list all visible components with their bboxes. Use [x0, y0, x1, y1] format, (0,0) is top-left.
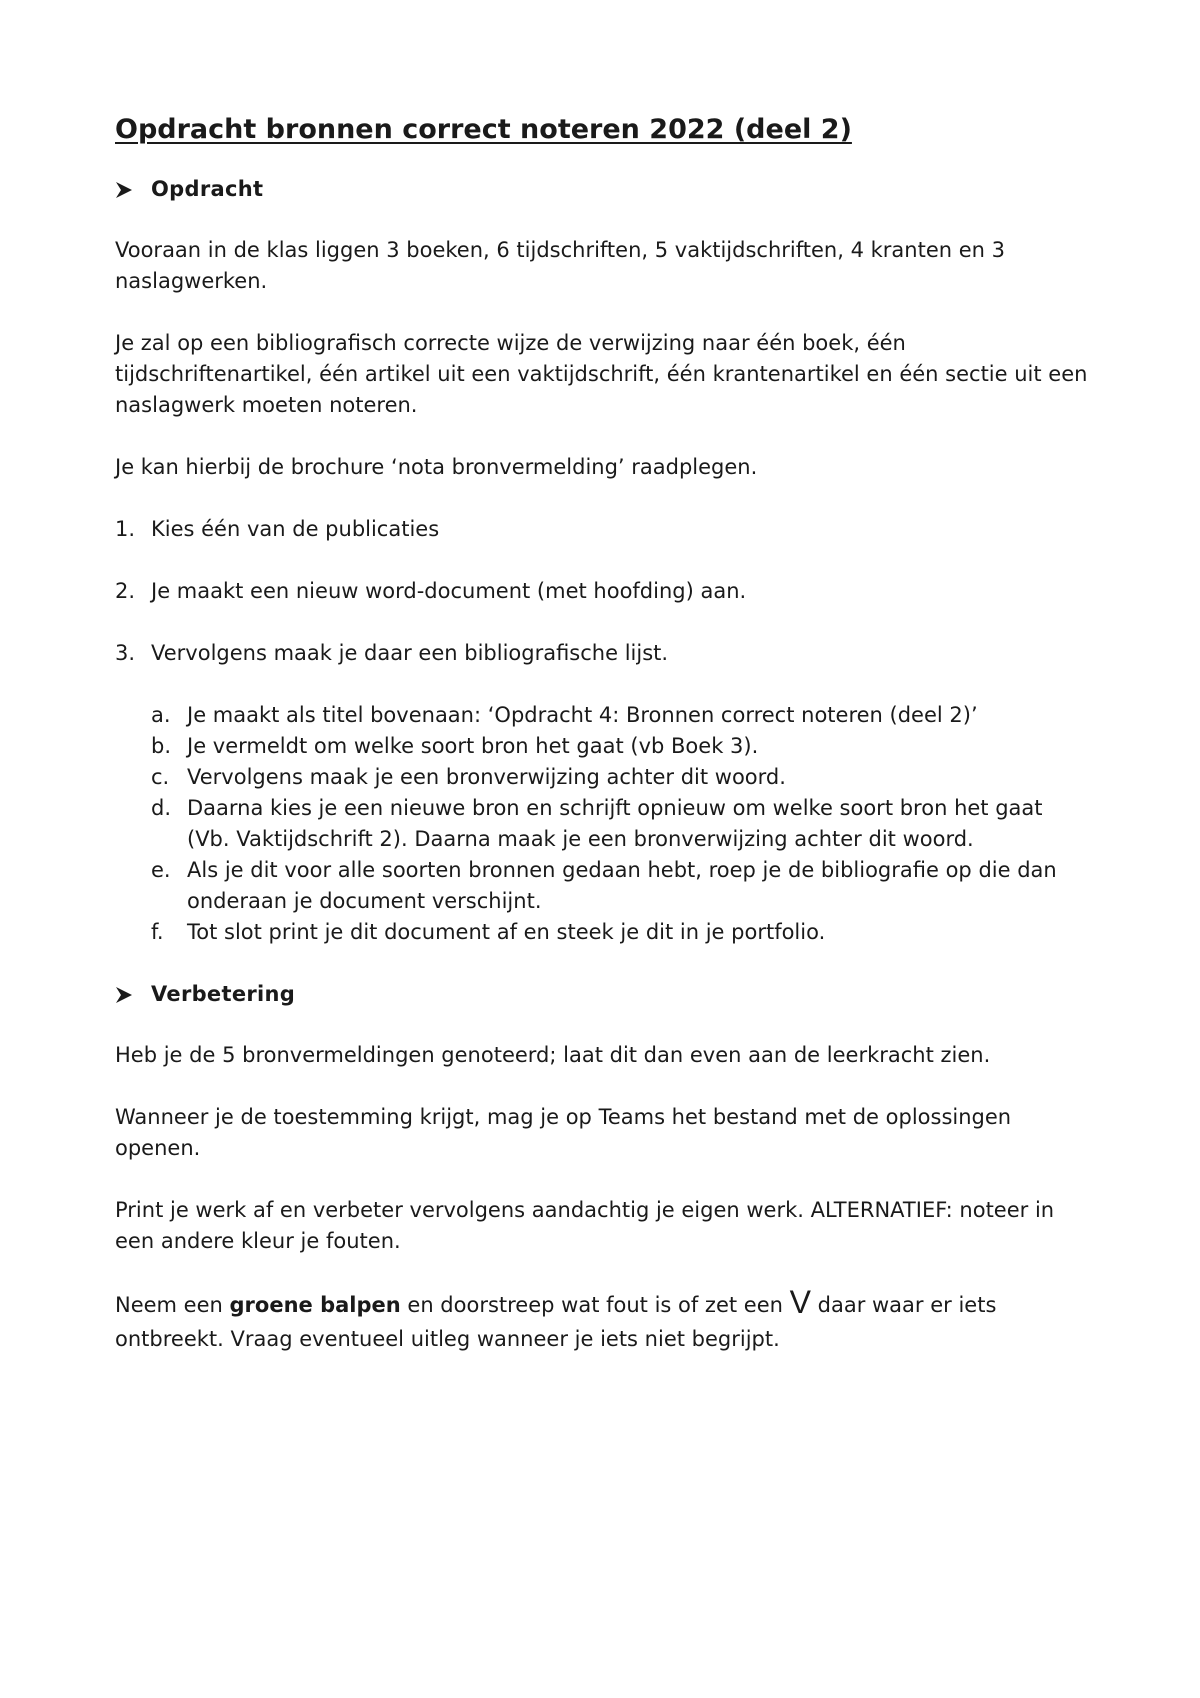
- sub-step-letter: b.: [151, 734, 172, 758]
- sub-step-text: Je maakt als titel bovenaan: ‘Opdracht 4: Bronnen correct noteren (deel 2)’: [187, 703, 978, 727]
- step-number: 1.: [115, 517, 136, 541]
- sub-step-list: [151, 700, 1090, 948]
- step-text: Kies één van de publicaties: [151, 517, 440, 541]
- step-text: Je maakt een nieuw word-document (met hoofding) aan.: [151, 579, 747, 603]
- sub-step-f: [151, 917, 1090, 948]
- check-v-mark: V: [789, 1284, 811, 1320]
- numbered-step-2: [115, 576, 1090, 607]
- green-pen-text-2: en doorstreep wat fout is of zet een: [400, 1293, 790, 1317]
- step-number: 2.: [115, 579, 136, 603]
- paragraph-intro: Vooraan in de klas liggen 3 boeken, 6 tijdschriften, 5 vaktijdschriften, 4 kranten en 3 naslagwerken.: [115, 238, 1005, 293]
- sub-step-b: [151, 731, 1090, 762]
- arrowhead-bullet-icon: [115, 181, 151, 199]
- section-heading-verbetering: [115, 979, 1090, 1010]
- green-pen-bold: groene balpen: [229, 1293, 401, 1317]
- step-number: 3.: [115, 641, 136, 665]
- sub-step-text: Als je dit voor alle soorten bronnen gedaan hebt, roep je de bibliografie op die dan onderaan je document verschijnt.: [187, 858, 1057, 913]
- section-heading-label: Opdracht: [151, 177, 264, 201]
- paragraph-teams: Wanneer je de toestemming krijgt, mag je op Teams het bestand met de oplossingen openen.: [115, 1105, 1012, 1160]
- step-text: Vervolgens maak je daar een bibliografische lijst.: [151, 641, 669, 665]
- document-page: [115, 112, 1090, 1387]
- sub-step-d: [151, 793, 1090, 855]
- sub-step-text: Vervolgens maak je een bronverwijzing achter dit woord.: [187, 765, 786, 789]
- section-heading-opdracht: [115, 174, 1090, 205]
- sub-step-letter: e.: [151, 858, 171, 882]
- sub-step-text: Je vermeldt om welke soort bron het gaat (vb Boek 3).: [187, 734, 759, 758]
- sub-step-letter: c.: [151, 765, 170, 789]
- sub-step-c: [151, 762, 1090, 793]
- section-heading-label: Verbetering: [151, 982, 296, 1006]
- numbered-step-1: [115, 514, 1090, 545]
- arrowhead-bullet-icon: [115, 986, 151, 1004]
- green-pen-text-1: Neem een: [115, 1293, 230, 1317]
- green-pen-text-3: daar waar er iets ontbreekt. Vraag eventueel uitleg wanneer je iets niet begrijpt.: [115, 1293, 997, 1351]
- sub-step-text: Tot slot print je dit document af en steek je dit in je portfolio.: [187, 920, 826, 944]
- paragraph-show-teacher: Heb je de 5 bronvermeldingen genoteerd; laat dit dan even aan de leerkracht zien.: [115, 1043, 991, 1067]
- paragraph-print: Print je werk af en verbeter vervolgens aandachtig je eigen werk. ALTERNATIEF: noteer in een andere kleur je fouten.: [115, 1198, 1055, 1253]
- sub-step-text: Daarna kies je een nieuwe bron en schrijft opnieuw om welke soort bron het gaat (Vb. Vaktijdschrift 2). Daarna maak je een bronverwijzing achter dit woord.: [187, 796, 1043, 851]
- numbered-step-3: [115, 638, 1090, 669]
- sub-step-a: [151, 700, 1090, 731]
- sub-step-letter: d.: [151, 796, 172, 820]
- sub-step-e: [151, 855, 1090, 917]
- paragraph-green-pen: [115, 1284, 1090, 1356]
- paragraph-task: Je zal op een bibliografisch correcte wijze de verwijzing naar één boek, één tijdschriftenartikel, één artikel uit een vaktijdschrift, één krantenartikel en één sectie uit een naslagwerk moeten noteren.: [115, 331, 1088, 417]
- paragraph-brochure: Je kan hierbij de brochure ‘nota bronvermelding’ raadplegen.: [115, 455, 758, 479]
- document-title: Opdracht bronnen correct noteren 2022 (deel 2): [115, 114, 852, 145]
- sub-step-letter: a.: [151, 703, 171, 727]
- sub-step-letter: f.: [151, 920, 164, 944]
